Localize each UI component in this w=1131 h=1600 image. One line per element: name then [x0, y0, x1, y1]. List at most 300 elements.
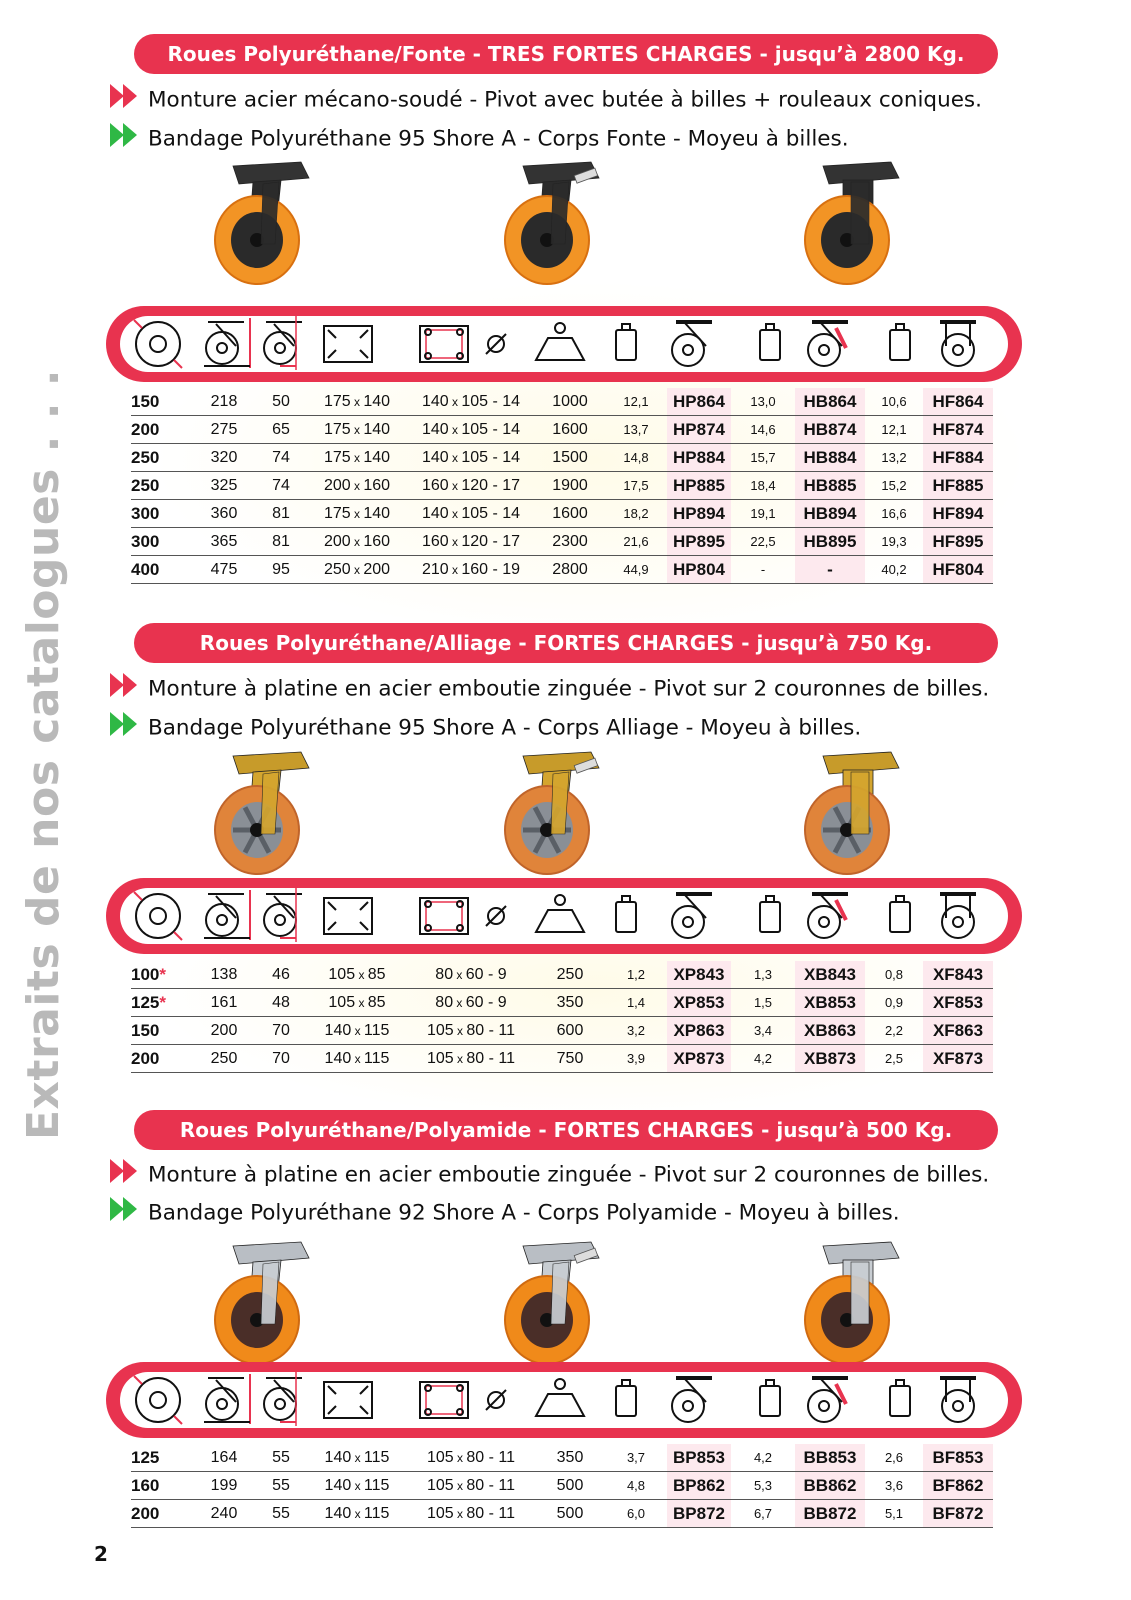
- times-sign: x: [350, 506, 364, 521]
- side-title: Extraits de nos catalogues . . .: [18, 369, 69, 1140]
- bolt-diameter: 11: [498, 1504, 515, 1522]
- spec-table: [131, 1444, 993, 1528]
- bolt-diameter-icon: [476, 888, 516, 944]
- swivel-weight-cell: 3,7: [605, 1444, 667, 1472]
- bolt-diameter: 9: [497, 965, 507, 983]
- bolt-spacing-length: 105: [427, 1021, 454, 1039]
- offset-cell: 55: [255, 1500, 307, 1528]
- plate-width: 115: [363, 1448, 390, 1466]
- bolt-hole-spacing-icon: [416, 316, 472, 372]
- caster-photos: [0, 1238, 1131, 1368]
- double-arrow-icon: [110, 1197, 140, 1230]
- load-cell: 750: [535, 1045, 605, 1073]
- brake-caster-image: [495, 1238, 615, 1368]
- height-cell: 199: [193, 1472, 255, 1500]
- times-sign: x: [453, 1023, 467, 1038]
- brake-ref-cell: HB884: [795, 444, 865, 472]
- offset-cell: 48: [255, 989, 307, 1017]
- plate-width: 85: [367, 993, 386, 1011]
- bolt-diameter: 9: [497, 993, 507, 1011]
- brake-ref-cell: XB843: [795, 961, 865, 989]
- offset-cell: 65: [255, 416, 307, 444]
- brake-weight-cell: 5,3: [731, 1472, 795, 1500]
- swivel-weight-cell: 21,6: [605, 528, 667, 556]
- brake-weight-cell: 4,2: [731, 1045, 795, 1073]
- brake-ref-cell: HB864: [795, 388, 865, 416]
- bolt-spacing-length: 160: [421, 532, 449, 550]
- brake-ref-cell: HB894: [795, 500, 865, 528]
- plate-length: 140: [324, 1476, 352, 1494]
- fixed-weight-cell: 13,2: [865, 444, 923, 472]
- brake-weight-cell: 1,3: [731, 961, 795, 989]
- separator: -: [484, 1448, 499, 1466]
- bolt-spacing-cell: [407, 528, 535, 556]
- times-sign: x: [453, 967, 466, 982]
- bolt-spacing-cell: [407, 444, 535, 472]
- plate-width: 140: [363, 420, 391, 438]
- swivel-ref-cell: XP853: [667, 989, 731, 1017]
- brake-ref-cell: HB895: [795, 528, 865, 556]
- brake-ref-cell: HB885: [795, 472, 865, 500]
- bolt-spacing-cell: [407, 989, 535, 1017]
- wheel-diameter-cell: [131, 989, 193, 1017]
- feature-text: Monture à platine en acier emboutie zinguée - Pivot sur 2 couronnes de billes.: [148, 1162, 990, 1188]
- swivel-ref-cell: XP873: [667, 1045, 731, 1073]
- plate-size-cell: [307, 416, 407, 444]
- plate-size-cell: [307, 961, 407, 989]
- separator: -: [488, 476, 503, 494]
- wheel-diameter-value: 125: [131, 992, 160, 1012]
- wheel-diameter-value: 200: [131, 1048, 160, 1068]
- bolt-diameter: 17: [502, 532, 521, 550]
- bolt-spacing-cell: [407, 1472, 535, 1500]
- fixed-ref-cell: HF885: [923, 472, 993, 500]
- bolt-hole-spacing-icon: [416, 1372, 472, 1428]
- bolt-spacing-width: 105: [461, 420, 489, 438]
- plate-size-cell: [307, 528, 407, 556]
- separator: -: [484, 1504, 499, 1522]
- brake-caster-icon: [798, 1372, 854, 1428]
- bolt-spacing-length: 210: [421, 560, 449, 578]
- spec-table: [131, 961, 993, 1073]
- feature-line: [110, 712, 861, 742]
- height-cell: 360: [193, 500, 255, 528]
- table-row: [131, 1472, 993, 1500]
- offset-cell: 70: [255, 1017, 307, 1045]
- wheel-diameter-value: 160: [131, 1475, 160, 1495]
- times-sign: x: [350, 478, 364, 493]
- brake-caster-icon: [798, 888, 854, 944]
- plate-length: 175: [323, 420, 351, 438]
- plate-width: 115: [363, 1021, 390, 1039]
- wheel-diameter-value: 250: [131, 447, 160, 467]
- offset-cell: 74: [255, 444, 307, 472]
- wheel-diameter-cell: [131, 1017, 193, 1045]
- swivel-caster-image: [205, 158, 325, 288]
- plate-size-cell: [307, 1472, 407, 1500]
- fixed-caster-image: [795, 1238, 915, 1368]
- swivel-weight-cell: 6,0: [605, 1500, 667, 1528]
- wheel-diameter-cell: [131, 1045, 193, 1073]
- times-sign: x: [448, 450, 462, 465]
- offset-cell: 46: [255, 961, 307, 989]
- times-sign: x: [351, 1051, 364, 1066]
- fixed-ref-cell: BF853: [923, 1444, 993, 1472]
- times-sign: x: [453, 1506, 467, 1521]
- plate-length: 140: [324, 1448, 352, 1466]
- separator: -: [484, 1476, 499, 1494]
- swivel-ref-cell: HP804: [667, 556, 731, 584]
- times-sign: x: [355, 967, 368, 982]
- feature-text: Bandage Polyuréthane 95 Shore A - Corps Alliage - Moyeu à billes.: [148, 715, 862, 741]
- times-sign: x: [448, 562, 462, 577]
- brake-ref-cell: HB874: [795, 416, 865, 444]
- wheel-diameter-cell: [131, 1500, 193, 1528]
- plate-size-cell: [307, 444, 407, 472]
- fixed-ref-cell: BF862: [923, 1472, 993, 1500]
- brake-caster-image: [495, 748, 615, 878]
- height-cell: 250: [193, 1045, 255, 1073]
- bolt-spacing-length: 80: [435, 993, 454, 1011]
- weight-icon: [608, 1372, 644, 1428]
- separator: -: [488, 448, 503, 466]
- swivel-ref-cell: HP864: [667, 388, 731, 416]
- swivel-ref-cell: XP843: [667, 961, 731, 989]
- bolt-spacing-length: 105: [427, 1504, 454, 1522]
- brake-weight-cell: -: [731, 556, 795, 584]
- offset-cell: 81: [255, 500, 307, 528]
- load-capacity-icon: [532, 316, 588, 372]
- height-cell: 164: [193, 1444, 255, 1472]
- table-row: [131, 1017, 993, 1045]
- swivel-weight-cell: 18,2: [605, 500, 667, 528]
- brake-weight-cell: 3,4: [731, 1017, 795, 1045]
- table-row: [131, 416, 993, 444]
- wheel-diameter-icon: [130, 1372, 186, 1428]
- fixed-weight-cell: 5,1: [865, 1500, 923, 1528]
- brake-weight-cell: 4,2: [731, 1444, 795, 1472]
- fixed-weight-cell: 12,1: [865, 416, 923, 444]
- times-sign: x: [350, 394, 364, 409]
- bolt-spacing-cell: [407, 416, 535, 444]
- swivel-caster-image: [205, 748, 325, 878]
- fixed-caster-image: [795, 748, 915, 878]
- bolt-spacing-width: 80: [466, 1021, 485, 1039]
- times-sign: x: [448, 534, 462, 549]
- double-arrow-icon: [110, 1159, 140, 1192]
- separator: -: [488, 392, 503, 410]
- plate-size-cell: [307, 1017, 407, 1045]
- bolt-spacing-width: 80: [466, 1504, 485, 1522]
- height-cell: 240: [193, 1500, 255, 1528]
- feature-line: [110, 84, 982, 114]
- bolt-spacing-length: 105: [427, 1476, 454, 1494]
- bolt-spacing-length: 140: [421, 504, 449, 522]
- offset-icon: [256, 888, 312, 944]
- bolt-spacing-width: 160: [461, 560, 489, 578]
- load-cell: 1500: [535, 444, 605, 472]
- plate-size-cell: [307, 1045, 407, 1073]
- wheel-diameter-cell: [131, 416, 193, 444]
- separator: -: [484, 1049, 499, 1067]
- table-row: [131, 989, 993, 1017]
- plate-size-cell: [307, 1500, 407, 1528]
- swivel-ref-cell: HP885: [667, 472, 731, 500]
- caster-photos: [0, 158, 1131, 288]
- feature-text: Monture acier mécano-soudé - Pivot avec butée à billes + rouleaux coniques.: [148, 87, 982, 113]
- bolt-diameter: 14: [502, 420, 521, 438]
- brake-weight-cell: 13,0: [731, 388, 795, 416]
- fixed-weight-cell: 10,6: [865, 388, 923, 416]
- bolt-spacing-cell: [407, 472, 535, 500]
- brake-ref-cell: XB863: [795, 1017, 865, 1045]
- table-row: [131, 528, 993, 556]
- fixed-ref-cell: HF804: [923, 556, 993, 584]
- section-banner: Roues Polyuréthane/Polyamide - FORTES CHARGES - jusqu’à 500 Kg.: [134, 1110, 998, 1150]
- table-row: [131, 1045, 993, 1073]
- wheel-diameter-icon: [130, 316, 186, 372]
- wheel-diameter-value: 300: [131, 503, 160, 523]
- double-arrow-icon: [110, 123, 140, 156]
- table-row: [131, 1500, 993, 1528]
- brake-weight-cell: 18,4: [731, 472, 795, 500]
- wheel-diameter-cell: [131, 444, 193, 472]
- bolt-spacing-length: 80: [435, 965, 454, 983]
- swivel-weight-cell: 12,1: [605, 388, 667, 416]
- fixed-weight-cell: 2,2: [865, 1017, 923, 1045]
- height-icon: [198, 316, 254, 372]
- separator: -: [484, 1021, 499, 1039]
- weight-icon: [752, 888, 788, 944]
- wheel-diameter-cell: [131, 1444, 193, 1472]
- plate-size-cell: [307, 556, 407, 584]
- weight-icon: [608, 316, 644, 372]
- times-sign: x: [351, 1478, 364, 1493]
- height-cell: 161: [193, 989, 255, 1017]
- plate-width: 140: [363, 448, 391, 466]
- plate-length: 140: [324, 1021, 352, 1039]
- wheel-diameter-icon: [130, 888, 186, 944]
- fixed-ref-cell: HF895: [923, 528, 993, 556]
- height-icon: [198, 888, 254, 944]
- offset-cell: 55: [255, 1472, 307, 1500]
- weight-icon: [882, 1372, 918, 1428]
- brake-weight-cell: 1,5: [731, 989, 795, 1017]
- plate-length: 200: [323, 476, 351, 494]
- weight-icon: [752, 316, 788, 372]
- brake-ref-cell: BB853: [795, 1444, 865, 1472]
- plate-length: 105: [328, 965, 356, 983]
- swivel-weight-cell: 4,8: [605, 1472, 667, 1500]
- fixed-caster-icon: [930, 316, 986, 372]
- times-sign: x: [350, 562, 364, 577]
- offset-cell: 74: [255, 472, 307, 500]
- brake-weight-cell: 22,5: [731, 528, 795, 556]
- bolt-spacing-cell: [407, 556, 535, 584]
- feature-text: Bandage Polyuréthane 92 Shore A - Corps Polyamide - Moyeu à billes.: [148, 1200, 900, 1226]
- plate-size-icon: [320, 1372, 376, 1428]
- swivel-weight-cell: 3,2: [605, 1017, 667, 1045]
- load-capacity-icon: [532, 888, 588, 944]
- bolt-spacing-width: 105: [461, 504, 489, 522]
- table-row: [131, 388, 993, 416]
- times-sign: x: [448, 478, 462, 493]
- icon-header-bar: [106, 1362, 1022, 1438]
- weight-icon: [882, 888, 918, 944]
- swivel-ref-cell: BP853: [667, 1444, 731, 1472]
- bolt-spacing-cell: [407, 961, 535, 989]
- load-cell: 2800: [535, 556, 605, 584]
- plate-length: 175: [323, 504, 351, 522]
- load-cell: 350: [535, 989, 605, 1017]
- times-sign: x: [448, 422, 462, 437]
- feature-line: [110, 123, 849, 153]
- fixed-caster-icon: [930, 888, 986, 944]
- fixed-weight-cell: 0,9: [865, 989, 923, 1017]
- fixed-weight-cell: 15,2: [865, 472, 923, 500]
- plate-length: 250: [323, 560, 351, 578]
- wheel-diameter-cell: [131, 528, 193, 556]
- icon-header-bar: [106, 306, 1022, 382]
- table-row: [131, 444, 993, 472]
- feature-text: Bandage Polyuréthane 95 Shore A - Corps Fonte - Moyeu à billes.: [148, 126, 849, 152]
- fixed-ref-cell: XF843: [923, 961, 993, 989]
- weight-icon: [608, 888, 644, 944]
- bolt-spacing-width: 105: [461, 448, 489, 466]
- feature-line: [110, 673, 989, 703]
- swivel-ref-cell: BP872: [667, 1500, 731, 1528]
- bolt-diameter: 11: [498, 1448, 515, 1466]
- brake-ref-cell: -: [795, 556, 865, 584]
- fixed-weight-cell: 19,3: [865, 528, 923, 556]
- height-cell: 325: [193, 472, 255, 500]
- section-banner: Roues Polyuréthane/Fonte - TRES FORTES CHARGES - jusqu’à 2800 Kg.: [134, 34, 998, 74]
- load-cell: 500: [535, 1472, 605, 1500]
- bolt-diameter-icon: [476, 1372, 516, 1428]
- bolt-spacing-width: 80: [466, 1476, 485, 1494]
- load-cell: 1900: [535, 472, 605, 500]
- plate-length: 140: [324, 1049, 352, 1067]
- brake-weight-cell: 14,6: [731, 416, 795, 444]
- swivel-weight-cell: 14,8: [605, 444, 667, 472]
- plate-size-icon: [320, 888, 376, 944]
- height-cell: 138: [193, 961, 255, 989]
- brake-ref-cell: XB873: [795, 1045, 865, 1073]
- section-banner: Roues Polyuréthane/Alliage - FORTES CHARGES - jusqu’à 750 Kg.: [134, 623, 998, 663]
- height-cell: 475: [193, 556, 255, 584]
- times-sign: x: [351, 1450, 364, 1465]
- plate-size-cell: [307, 388, 407, 416]
- table-row: [131, 961, 993, 989]
- bolt-diameter: 11: [498, 1021, 515, 1039]
- offset-icon: [256, 316, 312, 372]
- plate-width: 160: [363, 532, 391, 550]
- offset-cell: 95: [255, 556, 307, 584]
- plate-width: 200: [363, 560, 391, 578]
- load-cell: 600: [535, 1017, 605, 1045]
- plate-size-cell: [307, 1444, 407, 1472]
- plate-size-icon: [320, 316, 376, 372]
- height-icon: [198, 1372, 254, 1428]
- times-sign: x: [453, 1450, 467, 1465]
- bolt-diameter: 11: [498, 1476, 515, 1494]
- icon-header-bar: [106, 878, 1022, 954]
- bolt-spacing-length: 140: [421, 448, 449, 466]
- table-row: [131, 500, 993, 528]
- times-sign: x: [448, 394, 462, 409]
- swivel-caster-image: [205, 1238, 325, 1368]
- fixed-ref-cell: HF894: [923, 500, 993, 528]
- bolt-hole-spacing-icon: [416, 888, 472, 944]
- fixed-weight-cell: 2,5: [865, 1045, 923, 1073]
- wheel-diameter-value: 150: [131, 1020, 160, 1040]
- wheel-diameter-cell: [131, 472, 193, 500]
- plate-length: 105: [328, 993, 356, 1011]
- wheel-diameter-value: 100: [131, 964, 160, 984]
- offset-icon: [256, 1372, 312, 1428]
- bolt-diameter: 14: [502, 504, 521, 522]
- caster-photos: [0, 748, 1131, 878]
- brake-weight-cell: 19,1: [731, 500, 795, 528]
- double-arrow-icon: [110, 712, 140, 745]
- bolt-spacing-cell: [407, 388, 535, 416]
- plate-length: 200: [323, 532, 351, 550]
- bolt-spacing-cell: [407, 1500, 535, 1528]
- offset-cell: 55: [255, 1444, 307, 1472]
- swivel-caster-icon: [662, 888, 718, 944]
- swivel-weight-cell: 1,2: [605, 961, 667, 989]
- load-cell: 1600: [535, 416, 605, 444]
- bolt-diameter: 17: [502, 476, 521, 494]
- brake-ref-cell: XB853: [795, 989, 865, 1017]
- swivel-weight-cell: 17,5: [605, 472, 667, 500]
- plate-length: 175: [323, 392, 351, 410]
- bolt-diameter: 19: [502, 560, 521, 578]
- bolt-spacing-length: 160: [421, 476, 449, 494]
- fixed-weight-cell: 3,6: [865, 1472, 923, 1500]
- bolt-spacing-width: 120: [461, 476, 489, 494]
- wheel-diameter-cell: [131, 556, 193, 584]
- weight-icon: [882, 316, 918, 372]
- swivel-caster-icon: [662, 1372, 718, 1428]
- wheel-diameter-value: 400: [131, 559, 160, 579]
- plate-width: 115: [363, 1049, 390, 1067]
- wheel-diameter-cell: [131, 388, 193, 416]
- bolt-diameter: 14: [502, 392, 521, 410]
- height-cell: 200: [193, 1017, 255, 1045]
- times-sign: x: [453, 1478, 467, 1493]
- offset-cell: 81: [255, 528, 307, 556]
- fixed-ref-cell: HF864: [923, 388, 993, 416]
- bolt-spacing-length: 140: [421, 420, 449, 438]
- bolt-diameter-icon: [476, 316, 516, 372]
- load-cell: 2300: [535, 528, 605, 556]
- bolt-diameter: 14: [502, 448, 521, 466]
- plate-width: 140: [363, 392, 391, 410]
- plate-width: 160: [363, 476, 391, 494]
- times-sign: x: [355, 995, 368, 1010]
- load-cell: 350: [535, 1444, 605, 1472]
- swivel-ref-cell: XP863: [667, 1017, 731, 1045]
- times-sign: x: [453, 1051, 467, 1066]
- footnote-star: *: [159, 992, 166, 1012]
- fixed-ref-cell: XF853: [923, 989, 993, 1017]
- fixed-ref-cell: HF884: [923, 444, 993, 472]
- wheel-diameter-value: 200: [131, 419, 160, 439]
- bolt-spacing-length: 105: [427, 1448, 454, 1466]
- plate-width: 85: [367, 965, 386, 983]
- brake-weight-cell: 6,7: [731, 1500, 795, 1528]
